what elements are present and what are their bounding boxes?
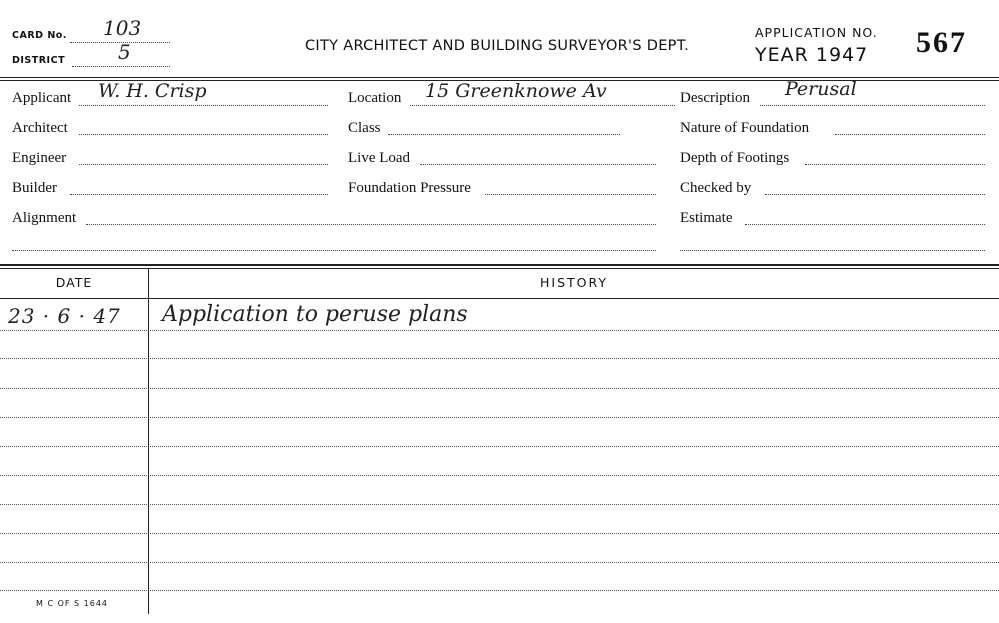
district-value: 5 <box>118 40 131 64</box>
history-row-date: 23 · 6 · 47 <box>8 304 121 328</box>
estimate-label: Estimate <box>680 210 733 226</box>
history-row-rule <box>0 417 999 418</box>
history-row-rule <box>0 504 999 505</box>
checked-by-label: Checked by <box>680 180 752 196</box>
applicant-value: W. H. Crisp <box>98 80 207 102</box>
description-value: Perusal <box>785 78 857 100</box>
applicant-label: Applicant <box>12 90 72 106</box>
district-line <box>72 66 170 67</box>
history-row-rule <box>0 358 999 359</box>
history-row-rule <box>0 533 999 534</box>
class-line <box>388 134 620 135</box>
engineer-label: Engineer <box>12 150 67 166</box>
table-header-rule <box>0 298 999 299</box>
nature-of-foundation-label: Nature of Foundation <box>680 120 810 136</box>
history-row-entry: Application to peruse plans <box>162 302 468 327</box>
class-label: Class <box>348 120 381 136</box>
applicant-line <box>79 105 328 106</box>
depth-of-footings-label: Depth of Footings <box>680 150 790 166</box>
history-row-rule <box>0 475 999 476</box>
application-no-label: APPLICATION NO. <box>755 25 878 40</box>
history-row-rule <box>0 590 999 591</box>
year-label: YEAR 1947 <box>755 44 869 66</box>
history-column-header: HISTORY <box>539 275 609 290</box>
alignment-line-2 <box>12 250 656 251</box>
table-rule-inner <box>0 268 999 269</box>
live-load-line <box>420 164 656 165</box>
district-label: DISTRICT <box>12 55 66 66</box>
application-no-value: 567 <box>916 26 967 59</box>
estimate-line-2 <box>680 250 985 251</box>
alignment-line <box>86 224 656 225</box>
alignment-label: Alignment <box>12 210 77 226</box>
history-row-rule <box>0 446 999 447</box>
card-no-label: CARD No. <box>12 30 67 41</box>
foundation-pressure-label: Foundation Pressure <box>348 180 471 196</box>
builder-line <box>70 194 328 195</box>
history-row-rule <box>0 562 999 563</box>
description-line <box>760 105 985 106</box>
form-code: M C OF S 1644 <box>36 599 108 608</box>
engineer-line <box>79 164 328 165</box>
location-value: 15 Greenknowe Av <box>425 80 607 102</box>
location-label: Location <box>348 90 402 106</box>
table-rule-top <box>0 264 999 266</box>
date-column-header: DATE <box>55 275 93 290</box>
card-no-value: 103 <box>103 16 142 40</box>
history-row-rule <box>0 330 999 331</box>
builder-label: Builder <box>12 180 57 196</box>
nature-of-foundation-line <box>835 134 985 135</box>
foundation-pressure-line <box>485 194 656 195</box>
architect-label: Architect <box>12 120 68 136</box>
checked-by-line <box>765 194 985 195</box>
depth-of-footings-line <box>805 164 985 165</box>
location-line <box>410 105 675 106</box>
description-label: Description <box>680 90 750 106</box>
estimate-line <box>745 224 985 225</box>
architect-line <box>79 134 328 135</box>
history-row-rule <box>0 388 999 389</box>
live-load-label: Live Load <box>348 150 411 166</box>
department-title: CITY ARCHITECT AND BUILDING SURVEYOR'S DEPT. <box>305 38 690 54</box>
